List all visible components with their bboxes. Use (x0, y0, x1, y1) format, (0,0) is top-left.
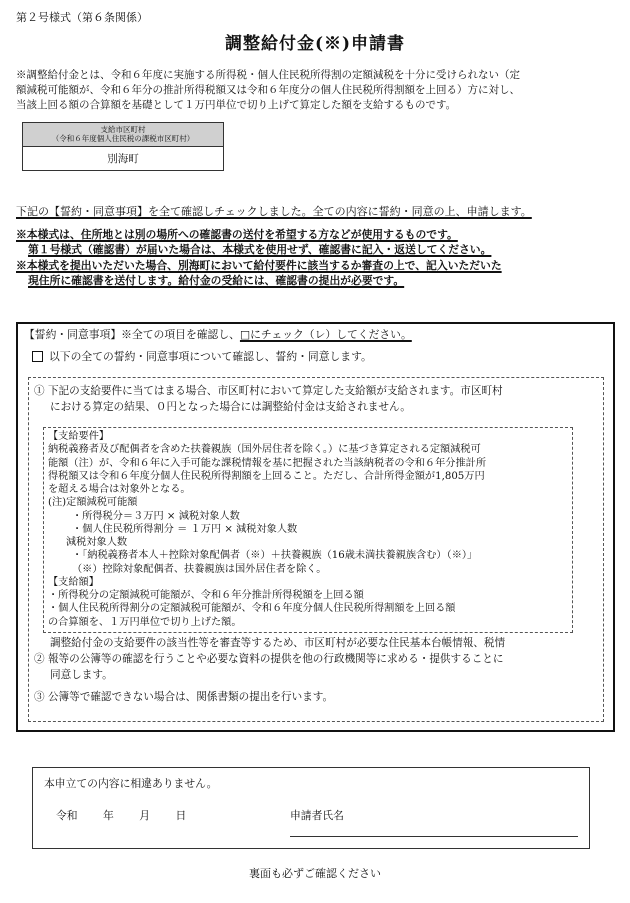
note-line: ※本様式は、住所地とは別の場所への確認書の送付を希望する方などが使用するものです。 (16, 228, 458, 241)
pledge-item-line: 同意します。 (50, 668, 113, 681)
pledge-item-line: ① 下記の支給要件に当てはまる場合、市区町村において算定した支給額が支給されます。市区町村 (34, 385, 503, 397)
requirements-line: ・所得税分の定額減税可能額が、令和６年分推計所得税額を上回る額 (48, 590, 364, 601)
pledge-title (24, 327, 412, 342)
requirements-line: 【支給額】 (48, 576, 99, 588)
agree-checkbox-label: 以下の全ての誓約・同意事項について確認し、誓約・同意します。 (49, 350, 372, 363)
note-line: ※本様式を提出いただいた場合、別海町において給付要件に該当するか審査の上で、記入いただいた (16, 258, 502, 272)
pledge-title-prefix: 【誓約・同意事項】※全ての項目を確認し、 (24, 328, 240, 341)
form-number: 第２号様式（第６条関係） (16, 11, 148, 24)
municipality-value[interactable]: 別海町 (107, 152, 139, 165)
applicant-name-field[interactable] (290, 836, 578, 837)
pledge-title-instruction: □にチェック（レ）してください。 (239, 328, 412, 341)
requirements-line: （※）控除対象配偶者、扶養親族は国外居住者を除く。 (72, 563, 327, 575)
agree-checkbox[interactable] (32, 351, 43, 362)
intro-text (16, 68, 616, 114)
requirements-line: ・「納税義務者本人＋控除対象配偶者（※）＋扶養親族（16歳未満扶養親族含む）（※）」 (72, 550, 478, 562)
footer-note: 裏面も必ずご確認ください (249, 867, 381, 880)
intro-line: 当該上回る額の合算額を基礎として１万円単位で切り上げて算定した額を支給するものです。 (16, 99, 457, 112)
requirements-line: (注)定額減税可能額 (48, 497, 138, 509)
signature-statement: 本申立ての内容に相違ありません。 (44, 777, 218, 790)
pledge-checkbox-row[interactable] (32, 349, 372, 364)
requirements-line: の合算額を、１万円単位で切り上げた額。 (48, 616, 242, 628)
note-line: 現住所に確認書を送付します。給付金の受給には、確認書の提出が必要です。 (28, 273, 405, 287)
date-era: 令和 (56, 809, 78, 822)
municipality-table (22, 122, 224, 171)
pledge-item-1 (34, 384, 600, 416)
applicant-name-label: 申請者氏名 (290, 809, 344, 822)
municipality-header-line: 支給市区町村 (100, 125, 146, 134)
requirements-line: 減税対象人数 (66, 537, 128, 548)
page-title: 調整給付金(※)申請書 (224, 34, 406, 54)
confirm-statement: 下記の【誓約・同意事項】を全て確認しチェックしました。全ての内容に誓約・同意の上、申請します。 (16, 205, 532, 218)
date-day: 日 (175, 809, 187, 822)
requirements-line: 【支給要件】 (48, 431, 110, 442)
pledge-item-line: 調整給付金の支給要件の該当性等を審査等するため、市区町村が必要な住民基本台帳情報、税情 (50, 637, 506, 649)
intro-line: ※調整給付金とは、令和６年度に実施する所得税・個人住民税所得割の定額減税を十分に受けられない（定 (16, 69, 520, 81)
requirements-line: 得税額又は令和６年度分個人住民税所得割額を上回ること。ただし、合計所得金額が1,805万円 (48, 470, 485, 482)
date-month: 月 (139, 809, 151, 822)
requirements-line: ・個人住民税所得割分の定額減税可能額が、令和６年度分個人住民税所得割額を上回る額 (48, 603, 456, 615)
date-year: 年 (103, 809, 114, 822)
requirements-line: 納税義務者及び配偶者を含めた扶養親族（国外居住者を除く。）に基づき算定される定額減税可 (48, 444, 481, 456)
requirements-line: ・所得税分＝３万円 × 減税対象人数 (72, 510, 240, 522)
municipality-header-line: （令和６年度個人住民税の課税市区町村） (51, 134, 195, 144)
pledge-item-2 (34, 636, 600, 684)
pledge-item-line: ② 報等の公簿等の確認を行うことや必要な資料の提供を他の行政機関等に求める・提供することに (34, 652, 504, 665)
municipality-header (23, 123, 223, 147)
requirements-text (48, 430, 570, 629)
note-line: 第１号様式（確認書）が届いた場合は、本様式を使用せず、確認書に記入・返送してください。 (28, 243, 492, 257)
requirements-line: 能額（注）が、令和６年に入手可能な課税情報を基に把握された当該納税者の令和６年分推計所 (48, 457, 487, 469)
pledge-item-3: ③ 公簿等で確認できない場合は、関係書類の提出を行います。 (34, 691, 334, 703)
date-field[interactable] (56, 808, 208, 823)
requirements-line: ・個人住民税所得割分 ＝ １万円 × 減税対象人数 (72, 523, 298, 535)
pledge-item-line: における算定の結果、０円となった場合には調整給付金は支給されません。 (50, 400, 411, 413)
intro-line: 額減税可能額が、令和６年分の推計所得税額又は令和６年度分の個人住民税所得割額を上回る）方に対し、 (16, 84, 520, 97)
notes-block (16, 227, 502, 288)
requirements-line: を超える場合は対象外となる。 (48, 484, 191, 495)
